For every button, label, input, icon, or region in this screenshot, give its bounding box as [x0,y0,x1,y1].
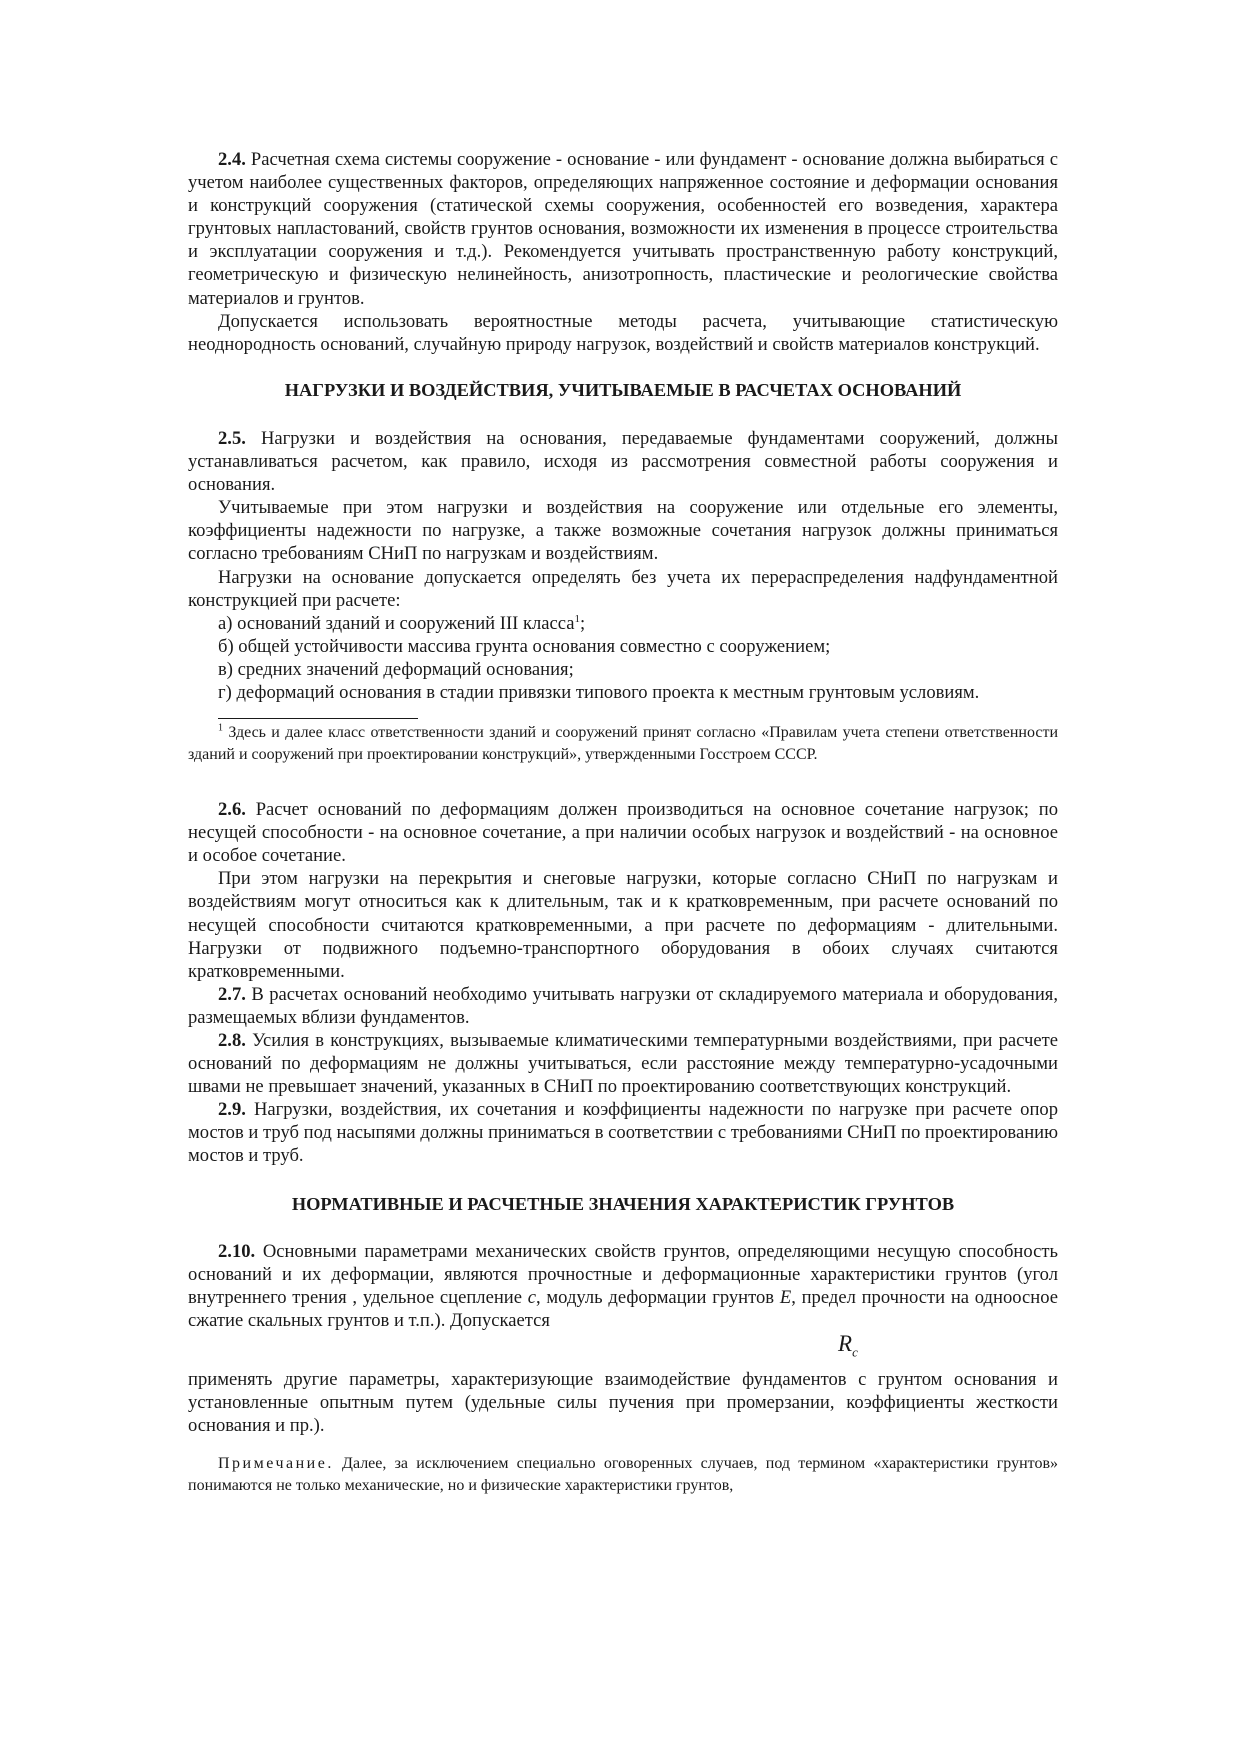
list-item-d: г) деформаций основания в стадии привязки типового проекта к местным грунтовым условиям. [218,681,980,703]
formula-symbol: $R_c$ [838,1331,858,1360]
section-heading-loads: НАГРУЗКИ И ВОЗДЕЙСТВИЯ, УЧИТЫВАЕМЫЕ В РАСЧЕТАХ ОСНОВАНИЙ [284,379,962,400]
list-item-a: а) оснований зданий и сооружений III класса$^1$; [218,612,586,634]
clause-number: 2.10. [218,1240,256,1262]
paragraph-2-4 [188,148,1058,310]
paragraph-text: Нагрузки, воздействия, их сочетания и коэффициенты надежности по нагрузке при расчете опор мостов и труб под насыпями должны приниматься в соответствии с требованиями СНиП по проектированию мостов и труб. [188,1099,1058,1167]
paragraph-text: Усилия в конструкциях, вызываемые климатическими температурными воздействиями, при расчете оснований по деформациям не должны учитываться, если расстояние между температурно-усадочными швами не превышает значений, указанных в СНиП по проектированию соответствующих конструкций. [188,1030,1058,1098]
note-label: Примечание. [218,1455,334,1473]
paragraph-2-10: 2.10. Основными параметрами механических свойств грунтов, определяющими несущую способность оснований и их деформации, являются прочностные и деформационные характеристики грунтов (угол внутреннего трения , удельное сцепление c, модуль деформации грунтов E, предел прочности на одноосное сжатие скальных грунтов и т.п.). Допускается [188,1240,1058,1331]
note-text: Далее, за исключением специально оговоренных случаев, под термином «характеристики грунтов» понимаются не только механические, но и физические характеристики грунтов, [188,1455,1058,1494]
paragraph-2-5 [188,427,1058,496]
list-item-b: б) общей устойчивости массива грунта основания совместно с сооружением; [218,635,831,657]
paragraph-2-6 [188,798,1058,867]
paragraph-2-4-cont: Допускается использовать вероятностные методы расчета, учитывающие статистическую неоднородность оснований, случайную природу нагрузок, воздействий и свойств материалов конструкций. [188,310,1058,355]
paragraph-2-5-cont: Учитываемые при этом нагрузки и воздействия на сооружение или отдельные его элементы, коэффициенты надежности по нагрузке, а также возможные сочетания нагрузок должны приниматься согласно требованиям СНиП по нагрузкам и воздействиям. [188,497,1058,565]
document-page [188,148,1058,1496]
footnote-mark: 1 [218,722,223,734]
footnote [188,722,1058,765]
section-heading-soil-values: НОРМАТИВНЫЕ И РАСЧЕТНЫЕ ЗНАЧЕНИЯ ХАРАКТЕРИСТИК ГРУНТОВ [291,1193,955,1214]
variable-e: E [779,1286,792,1308]
footnote-ref[interactable]: 1 [574,612,581,625]
paragraph-2-8 [188,1029,1058,1098]
paragraph-text: Расчет оснований по деформациям должен производиться на основное сочетание нагрузок; по несущей способности - на основное сочетание, а при наличии особых нагрузок и воздействий - на основное и особое сочетание. [188,799,1058,867]
paragraph-2-6-cont: При этом нагрузки на перекрытия и снеговые нагрузки, которые согласно СНиП по нагрузкам и воздействиям могут относиться как к длительным, так и к кратковременным, при расчете оснований по несущей способности считаются кратковременными, а при расчете по деформациям - длительными. Нагрузки от подвижного подъемно-транспортного оборудования в обоих случаях считаются кратковременными. [188,868,1058,982]
clause-number: 2.6. [218,799,246,821]
paragraph-text: Нагрузки и воздействия на основания, передаваемые фундаментами сооружений, должны устанавливаться расчетом, как правило, исходя из рассмотрения совместной работы сооружения и основания. [188,427,1058,496]
paragraph-2-9 [188,1098,1058,1167]
paragraph-text: В расчетах оснований необходимо учитывать нагрузки от складируемого материала и оборудования, размещаемых вблизи фундаментов. [188,983,1058,1028]
variable-c: c [527,1286,537,1308]
note [188,1453,1058,1496]
footnote-text: Здесь и далее класс ответственности зданий и сооружений принят согласно «Правилам учета степени ответственности зданий и сооружений при проектировании конструкций», утвержденными Госстроем СССР. [188,724,1058,763]
clause-number: 2.7. [218,983,246,1005]
paragraph-text: Расчетная схема системы сооружение - основание - или фундамент - основание должна выбираться с учетом наиболее существенных факторов, определяющих напряженное состояние и деформации основания и конструкций сооружения (статической схемы сооружения, особенностей его возведения, характера грунтовых напластований, свойств грунтов основания, возможности их изменения в процессе строительства и эксплуатации сооружения и т.д.). Рекомендуется учитывать пространственную работу конструкций, геометрическую и физическую нелинейность, анизотропность, пластические и реологические свойства материалов и грунтов. [188,149,1058,309]
clause-number: 2.5. [218,427,246,449]
list-item-c: в) средних значений деформаций основания; [218,658,574,680]
footnote-separator [218,718,418,719]
clause-number: 2.8. [218,1030,246,1051]
paragraph-2-10-cont: применять другие параметры, характеризующие взаимодействие фундаментов с грунтом основания и установленные опытным путем (удельные силы пучения при промерзании, коэффициенты жесткости основания и пр.). [188,1369,1058,1437]
paragraph-2-7 [188,983,1058,1029]
clause-number: 2.4. [218,149,246,170]
paragraph-2-5-cont2: Нагрузки на основание допускается определять без учета их перераспределения надфундаментной конструкцией при расчете: [188,566,1058,611]
formula-rc [188,1332,1058,1368]
clause-number: 2.9. [218,1099,246,1121]
